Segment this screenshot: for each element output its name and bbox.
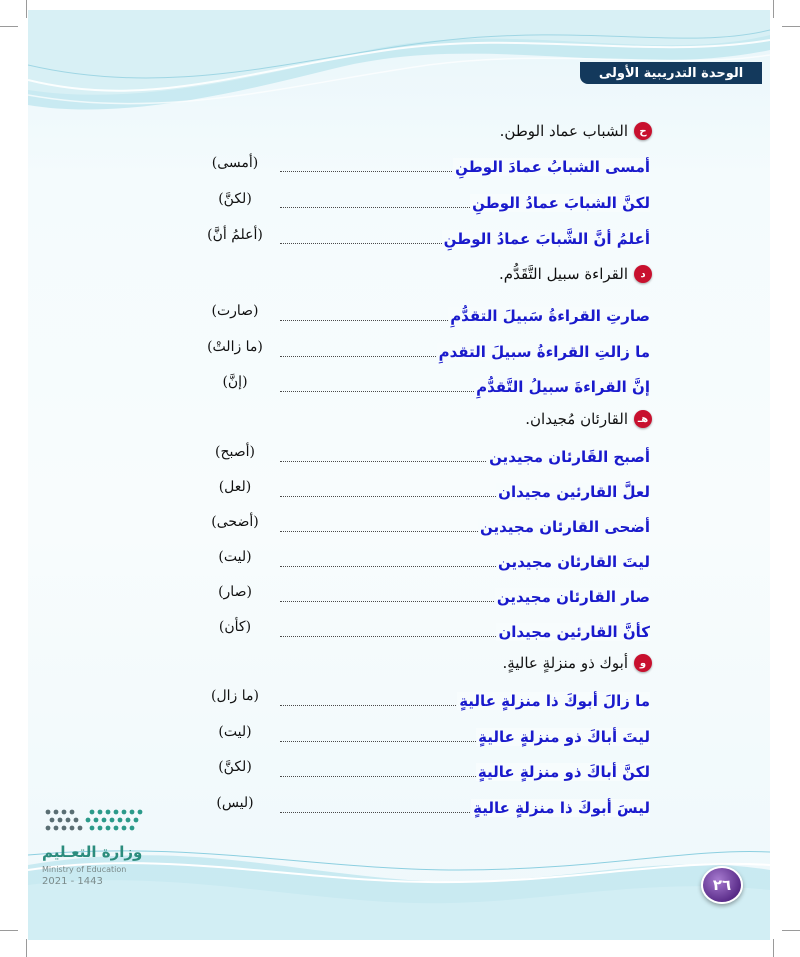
section-badge: و (634, 654, 652, 672)
hint-word: (أصبح) (215, 444, 255, 460)
hint-word: (أعلمُ أنَّ) (207, 227, 263, 243)
answer-row (280, 337, 650, 363)
answer-row (280, 547, 650, 573)
section-sentence: القارئان مُجيدان. (525, 410, 628, 428)
hint-word: (كأن) (218, 619, 252, 635)
section-h (500, 122, 652, 140)
crop-mark (773, 939, 774, 957)
unit-title: الوحدة التدريبية الأولى (580, 62, 762, 84)
hint-word: (أمسى) (211, 155, 259, 171)
hint-word: (صارت) (211, 303, 259, 319)
hint-word: (صار) (218, 584, 252, 600)
crop-mark (26, 0, 27, 18)
section-sentence: القراءة سبيل التَّقَدُّم. (499, 265, 628, 283)
answer-text: لكنَّ أباكَ ذو منزلةٍ عاليةٍ (477, 763, 650, 781)
hint-word: (لكنَّ) (218, 191, 252, 207)
hint-word: (أضحى) (211, 514, 259, 530)
crop-mark (0, 930, 18, 931)
ministry-logo-icon (40, 806, 150, 846)
crop-mark (782, 930, 800, 931)
section-w (502, 654, 652, 672)
answer-row (280, 442, 650, 468)
page-number: ٢٦ (701, 866, 743, 904)
crop-mark (773, 0, 774, 18)
answer-text: صار القارئان مجيدين (496, 588, 650, 606)
section-badge: ح (634, 122, 652, 140)
answer-text: لكنَّ الشبابَ عمادُ الوطنِ (472, 194, 650, 212)
crop-mark (782, 26, 800, 27)
section-sentence: الشباب عماد الوطن. (499, 122, 628, 140)
section-badge: هـ (634, 410, 652, 428)
answer-row (280, 477, 650, 503)
answer-row (280, 793, 650, 819)
crop-mark (0, 26, 18, 27)
answer-row (280, 686, 650, 712)
answer-row (280, 582, 650, 608)
section-d (499, 265, 652, 283)
answer-text: ما زالتِ القراءةُ سبيلَ التقدمِ (438, 343, 650, 361)
answer-text: أعلمُ أنَّ الشَّبابَ عمادُ الوطنِ (443, 230, 650, 248)
answer-row (280, 188, 650, 214)
answer-text: ليسَ أبوكَ ذا منزلةٍ عاليةٍ (473, 799, 650, 817)
hint-word: (ليت) (218, 724, 252, 740)
answer-row (280, 722, 650, 748)
section-he (525, 410, 652, 428)
answer-row (280, 512, 650, 538)
answer-row (280, 617, 650, 643)
hint-word: (ما زالتْ) (207, 339, 263, 355)
crop-mark (26, 939, 27, 957)
answer-text: كأنَّ القارئين مجيدان (498, 623, 650, 641)
hint-word: (ليس) (216, 795, 254, 811)
section-badge: د (634, 265, 652, 283)
ministry-name-arabic: وزارة التعـليم (42, 843, 143, 861)
answer-row (280, 224, 650, 250)
answer-row (280, 152, 650, 178)
section-sentence: أبوك ذو منزلةٍ عاليةٍ. (502, 654, 628, 672)
answer-text: ما زالَ أبوكَ ذا منزلةٍ عاليةٍ (459, 692, 650, 710)
answer-row (280, 301, 650, 327)
hint-word: (ليت) (218, 549, 252, 565)
answer-text: ليتَ القارئان مجيدين (498, 553, 650, 571)
answer-text: أضحى القارئان مجيدين (480, 518, 650, 536)
answer-text: صارتِ القراءةُ سَبيلَ التقدُّمِ (450, 307, 650, 325)
hint-word: (لكنَّ) (218, 759, 252, 775)
answer-text: لعلَّ القارئين مجيدان (498, 483, 650, 501)
answer-text: أمسى الشبابُ عمادَ الوطنِ (455, 158, 650, 176)
hint-word: (إنَّ) (222, 374, 248, 390)
answer-text: ليتَ أباكَ ذو منزلةٍ عاليةٍ (478, 728, 650, 746)
hint-word: (لعل) (218, 479, 252, 495)
answer-row (280, 757, 650, 783)
ministry-name-english: Ministry of Education (42, 865, 127, 874)
answer-text: إنَّ القراءةَ سبيلُ التَّقدُّمِ (476, 378, 650, 396)
hint-word: (ما زال) (211, 688, 259, 704)
answer-text: أصبح القَارئان مجيدين (489, 448, 650, 466)
edition-year: 2021 - 1443 (42, 876, 103, 887)
answer-row (280, 372, 650, 398)
